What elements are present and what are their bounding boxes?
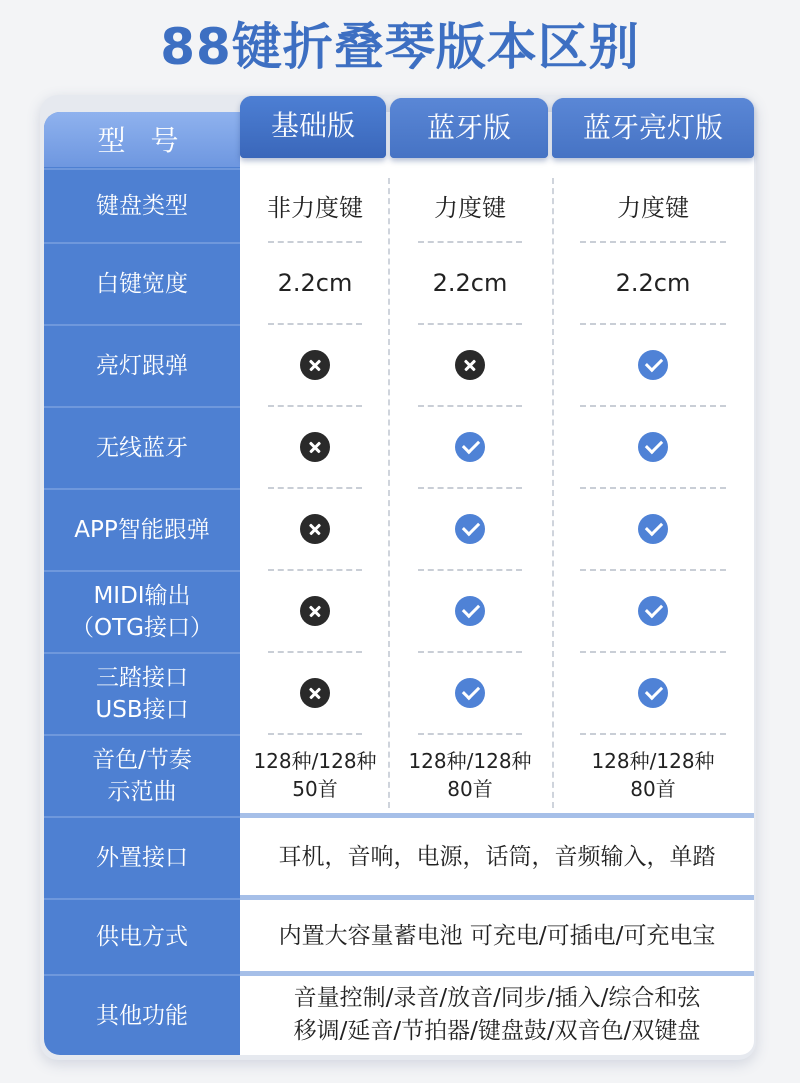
- check-icon: [638, 514, 668, 544]
- x-icon: [300, 432, 330, 462]
- table-cell: [390, 488, 550, 570]
- tab-bluetooth-light-version: [552, 98, 754, 158]
- x-icon: [455, 350, 485, 380]
- table-cell: [390, 324, 550, 406]
- check-icon: [455, 514, 485, 544]
- cell-text: 音量控制/录音/放音/同步/插入/综合和弦: [293, 984, 701, 1011]
- check-icon: [455, 678, 485, 708]
- row-label: [44, 406, 240, 488]
- table-cell: [552, 570, 754, 652]
- page-title: 88键折叠琴版本区别: [160, 18, 640, 76]
- cell-text: 128种/128种: [591, 749, 715, 773]
- check-icon: [638, 596, 668, 626]
- x-icon: [300, 596, 330, 626]
- full-width-cell: [244, 898, 750, 974]
- table-cell: [390, 734, 550, 816]
- row-label-line: USB接口: [95, 697, 189, 723]
- version-label: 基础版: [270, 109, 355, 142]
- table-cell: [390, 242, 550, 324]
- row-label-line: 供电方式: [96, 924, 188, 950]
- row-label: [44, 168, 240, 242]
- row-label-line: 其他功能: [96, 1002, 188, 1029]
- tab-basic-version: [240, 96, 386, 158]
- full-width-cell: [244, 816, 750, 898]
- table-cell: [240, 324, 390, 406]
- row-label-line: （OTG接口）: [71, 615, 213, 641]
- cell-text: 128种/128种: [408, 749, 532, 773]
- row-label: [44, 652, 240, 734]
- cell-text: 2.2cm: [615, 269, 691, 297]
- row-label: [44, 816, 240, 898]
- row-label-line: MIDI输出: [93, 583, 191, 609]
- table-cell: [552, 168, 754, 242]
- table-cell: [390, 168, 550, 242]
- row-label: [44, 242, 240, 324]
- cell-text: 2.2cm: [432, 269, 508, 297]
- table-cell: [390, 652, 550, 734]
- full-width-cell: [244, 974, 750, 1055]
- check-icon: [455, 596, 485, 626]
- row-label: [44, 734, 240, 816]
- row-label: [44, 898, 240, 974]
- cell-text: 50首: [292, 777, 338, 801]
- x-icon: [300, 350, 330, 380]
- row-label-line: 白键宽度: [96, 271, 188, 297]
- table-cell: [240, 406, 390, 488]
- table-cell: [552, 324, 754, 406]
- cell-text: 80首: [630, 777, 676, 801]
- cell-text: 非力度键: [267, 193, 363, 222]
- cell-text: 移调/延音/节拍器/键盘鼓/双音色/双键盘: [293, 1017, 701, 1044]
- table-cell: [240, 242, 390, 324]
- row-label-line: APP智能跟弹: [74, 517, 210, 543]
- table-cell: [552, 406, 754, 488]
- check-icon: [638, 678, 668, 708]
- row-label-line: 无线蓝牙: [96, 435, 188, 461]
- version-label: 蓝牙版: [426, 111, 511, 144]
- table-cell: [390, 406, 550, 488]
- row-label: [44, 488, 240, 570]
- check-icon: [638, 350, 668, 380]
- model-header: 型 号: [44, 112, 240, 167]
- row-label-line: 键盘类型: [96, 193, 188, 219]
- table-cell: [552, 242, 754, 324]
- tab-bluetooth-version: [390, 98, 548, 158]
- row-label-line: 亮灯跟弹: [96, 353, 188, 379]
- row-label-line: 外置接口: [96, 845, 188, 871]
- check-icon: [638, 432, 668, 462]
- cell-text: 80首: [447, 777, 493, 801]
- table-cell: [240, 652, 390, 734]
- row-label: [44, 570, 240, 652]
- cell-text: 内置大容量蓄电池 可充电/可插电/可充电宝: [278, 922, 716, 949]
- x-icon: [300, 678, 330, 708]
- row-label-line: 三踏接口: [96, 665, 188, 691]
- cell-text: 128种/128种: [253, 749, 377, 773]
- table-cell: [390, 570, 550, 652]
- row-label-line: 示范曲: [107, 779, 177, 805]
- version-label: 蓝牙亮灯版: [582, 111, 723, 144]
- row-label: [44, 974, 240, 1055]
- row-label: [44, 324, 240, 406]
- table-cell: [240, 168, 390, 242]
- cell-text: 力度键: [434, 193, 506, 222]
- table-cell: [552, 488, 754, 570]
- table-cell: [240, 488, 390, 570]
- check-icon: [455, 432, 485, 462]
- cell-text: 2.2cm: [277, 269, 353, 297]
- table-cell: [552, 734, 754, 816]
- x-icon: [300, 514, 330, 544]
- row-label-line: 音色/节奏: [92, 747, 192, 773]
- table-cell: [552, 652, 754, 734]
- cell-text: 力度键: [617, 193, 689, 222]
- cell-text: 耳机，音响，电源，话筒，音频输入，单踏: [278, 843, 716, 870]
- table-cell: [240, 734, 390, 816]
- table-cell: [240, 570, 390, 652]
